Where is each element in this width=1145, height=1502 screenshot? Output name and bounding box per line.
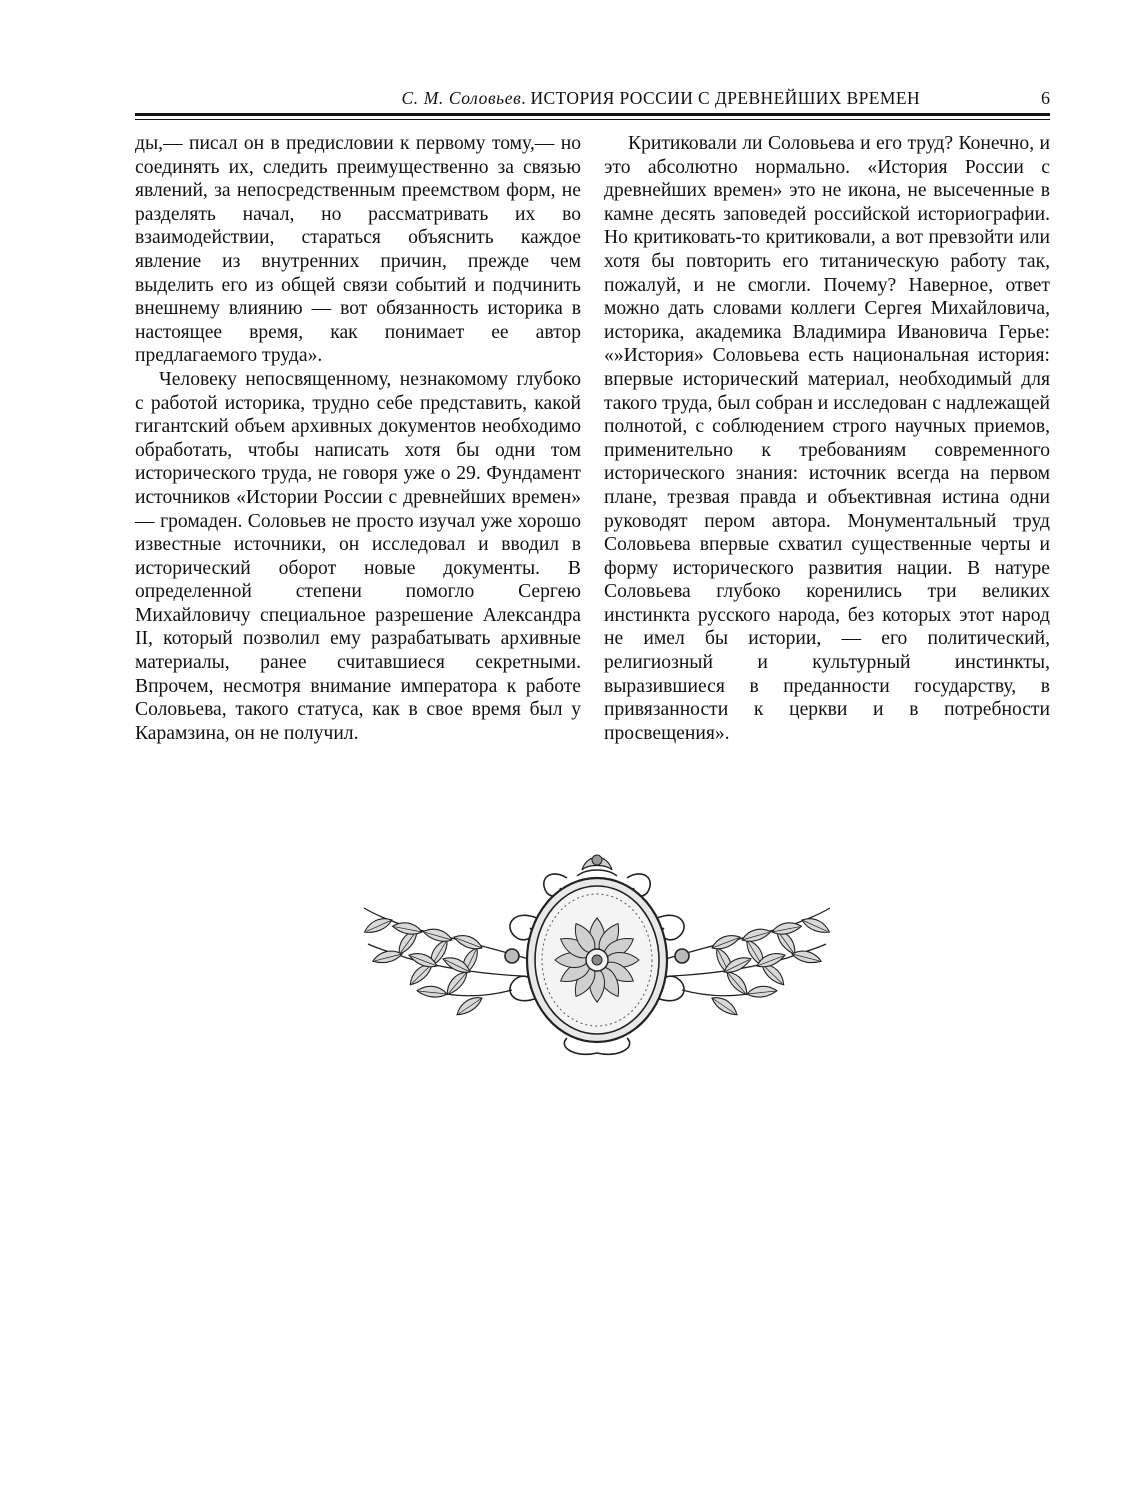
running-head <box>135 88 1050 112</box>
header-rule-thin <box>135 119 1050 120</box>
header-book-title: ИСТОРИЯ РОССИИ С ДРЕВНЕЙШИХ ВРЕМЕН <box>530 88 920 108</box>
baroque-rosette-ornament-icon <box>362 848 832 1062</box>
left-column <box>135 132 581 745</box>
header-rule-thick <box>135 113 1050 116</box>
page-number: 6 <box>1041 88 1050 108</box>
left-paragraph-2: Человеку непосвященному, незнакомому глубоко с работой историка, трудно себе представить, какой гигантский объем архивных документов необходимо обработать, чтобы написать хотя бы одни том исторического труда, не говоря уже о 29. Фундамент источников «Истории России с древнейших времен» — громаден. Соловьев не просто изучал уже хорошо известные источники, он исследовал и вводил в исторический оборот новые документы. В определенной степени помогло Сергею Михайловичу специальное разрешение Александра II, который позволил ему разрабатывать архивные материалы, ранее считавшиеся секретными. Впрочем, несмотря внимание императора к работе Соловьева, такого статуса, как в свое время был у Карамзина, он не получил. <box>135 368 581 744</box>
right-paragraph-1: Критиковали ли Соловьева и его труд? Конечно, и это абсолютно нормально. «История России с древнейших времен» это не икона, не высеченные в камне десять заповедей российской историографии. Но критиковать-то критиковали, а вот превзойти или хотя бы повторить его титаническую работу так, пожалуй, и не смогли. Почему? Наверное, ответ можно дать словами коллеги Сергея Михайловича, историка, академика Владимира Ивановича Герье: «»История» Соловьева есть национальная история: впервые исторический материал, необходимый для такого труда, был собран и исследован с надлежащей полнотой, с соблюдением строго научных приемов, применительно к требованиям современного исторического знания: источник всегда на первом плане, трезвая правда и объективная истина одни руководят пером автора. Монументальный труд Соловьева впервые схватил существенные черты и форму исторического развития нации. В натуре Соловьева глубоко коренились три великих инстинкта русского народа, без которых этот народ не имел бы истории, — его политический, религиозный и культурный инстинкты, выразившиеся в преданности государству, в привязанности к церкви и в потребности просвещения». <box>604 133 1050 744</box>
running-head-title <box>402 88 921 109</box>
header-author: С. М. Соловьев <box>401 88 522 108</box>
right-column <box>604 132 1050 745</box>
header-separator: . <box>521 88 526 108</box>
left-paragraph-1: ды,— писал он в предисловии к первому тому,— но соединять их, следить преимущественно за связью явлений, за непосредственным преемством форм, не разделять начал, но рассматривать их во взаимодействии, стараться объяснить каждое явление из внутренних причин, прежде чем выделить его из общей связи событий и подчинить внешнему влиянию — вот обязанность историка в настоящее время, как понимает ее автор предлагаемого труда». <box>135 133 581 367</box>
